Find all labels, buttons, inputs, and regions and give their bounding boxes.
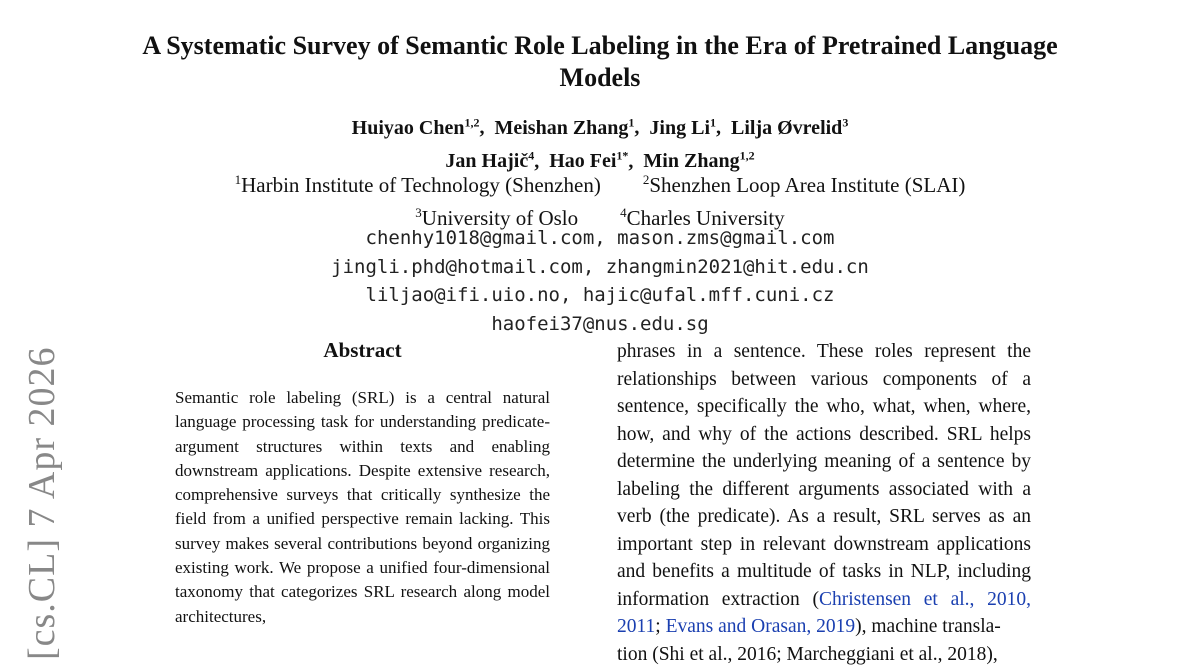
author-sup: 1 [710, 115, 716, 129]
affiliation-sup: 1 [235, 172, 242, 187]
affiliation-name: Shenzhen Loop Area Institute (SLAI) [649, 173, 965, 197]
intro-text: phrases in a sentence. These roles represent the relationships between various components of a sentence, specifically the who, what, when, where, how, and why of the actions described. SRL helps determine the underlying meaning of a sentence by labeling the different arguments associated with a verb (the predicate). As a result, SRL serves as an important step in relevant downstream applications and benefits a multitude of tasks in NLP, including information extraction ( [617, 341, 1031, 610]
author-name: Jing Li [649, 117, 710, 139]
author [352, 117, 480, 139]
email-line: chenhy1018@gmail.com, mason.zms@gmail.com [100, 224, 1100, 253]
author-sup: 1 [628, 115, 634, 129]
paper-title: A Systematic Survey of Semantic Role Labeling in the Era of Pretrained Language Models [100, 30, 1100, 94]
author [649, 117, 716, 139]
intro-text: ), machine transla- [855, 616, 1001, 637]
author-name: Meishan Zhang [494, 117, 628, 139]
author [731, 117, 848, 139]
affiliation-sup: 2 [643, 172, 650, 187]
author [494, 117, 634, 139]
affiliation-sup: 4 [620, 205, 627, 220]
arxiv-side-stamp: [cs.CL] 7 Apr 2026 [20, 346, 64, 660]
intro-text: ; [655, 616, 665, 637]
author-name: Hao Fei [549, 150, 616, 172]
affiliation-name: Harbin Institute of Technology (Shenzhen) [241, 173, 601, 197]
author-sup: 3 [842, 115, 848, 129]
affiliation [235, 173, 601, 197]
author-line-2: Jan Hajič$^4$, Hao Fei$^{1*}$, Min Zhang$^{1,2}$ [100, 142, 1100, 176]
author-sup: 1* [616, 149, 628, 163]
author-sup: 4 [528, 149, 534, 163]
affiliation-line-1 [100, 166, 1100, 199]
affiliation-sup: 3 [415, 205, 422, 220]
affiliation-list [100, 166, 1100, 232]
author-name: Huiyao Chen [352, 117, 465, 139]
citation-link[interactable]: Christensen et al., 2010, 2011 [617, 589, 1031, 638]
affiliation-name: Charles University [627, 206, 785, 230]
email-line: liljao@ifi.uio.no, hajic@ufal.mff.cuni.cz [100, 281, 1100, 310]
citation-link[interactable]: Evans and Orasan, 2019 [666, 616, 856, 637]
intro-cut-line: tion (Shi et al., 2016; Marcheggiani et al., 2018), [617, 641, 1031, 668]
author-sup: 1,2 [740, 149, 755, 163]
email-list [100, 224, 1100, 338]
author-name: Min Zhang [643, 150, 739, 172]
email-line: jingli.phd@hotmail.com, zhangmin2021@hit.edu.cn [100, 253, 1100, 282]
abstract-heading: Abstract [175, 338, 550, 363]
author-line-1: Huiyao Chen$^{1,2}$, Meishan Zhang$^1$, Jing Li$^1$, Lilja Øvrelid$^3$ [100, 108, 1100, 142]
abstract-body: Semantic role labeling (SRL) is a central natural language processing task for understanding predicate-argument structures within texts and enabling downstream applications. Despite extensive research, comprehensive surveys that critically synthesize the field from a unified perspective remain lacking. This survey makes several contributions beyond organizing existing work. We propose a unified four-dimensional taxonomy that categorizes SRL research along model architectures, [175, 386, 550, 629]
affiliation [643, 173, 966, 197]
author-sup: 1,2 [464, 115, 479, 129]
author-name: Lilja Øvrelid [731, 117, 842, 139]
affiliation-name: University of Oslo [422, 206, 578, 230]
author-name: Jan Hajič [445, 150, 528, 172]
email-line: haofei37@nus.edu.sg [100, 310, 1100, 339]
introduction-text [617, 338, 1031, 668]
